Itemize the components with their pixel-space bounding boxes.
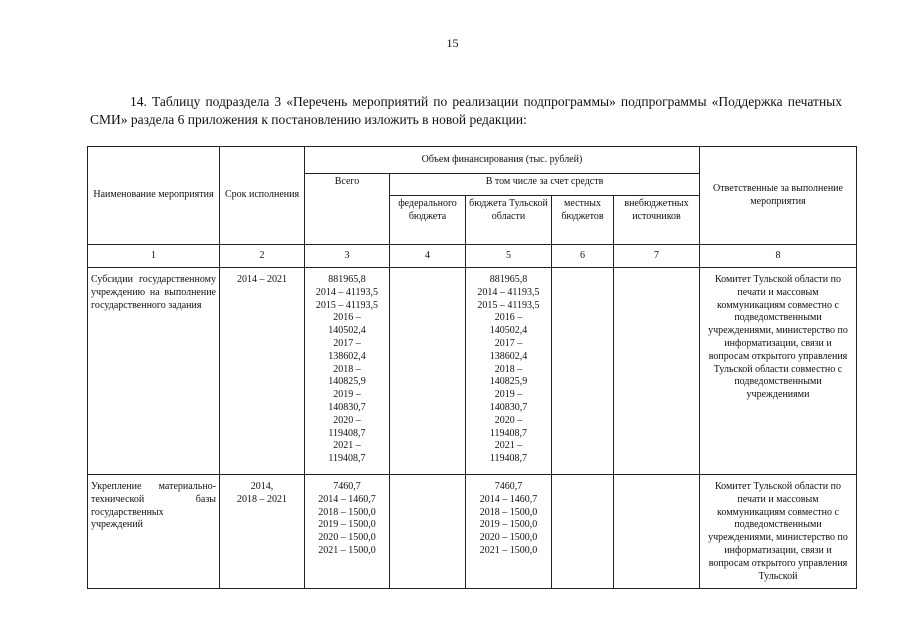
value-line: 2015 – 41193,5 [315, 299, 379, 311]
value-line: 2018 – 1500,0 [479, 506, 538, 518]
column-number: 2 [220, 245, 305, 268]
measures-table [87, 146, 857, 589]
measure-regional [466, 475, 552, 589]
table-row [88, 475, 857, 589]
value-line: 119408,7 [328, 427, 366, 439]
column-number-row [88, 245, 857, 268]
value-line: 2017 – [494, 337, 523, 349]
page-number: 15 [446, 36, 459, 50]
measure-federal [390, 475, 466, 589]
value-line: 2018 – 2021 [237, 493, 287, 505]
value-line: 2018 – [494, 363, 523, 375]
value-line: 2014 – 41193,5 [477, 286, 540, 298]
value-line: 2018 – 1500,0 [318, 506, 376, 518]
value-line: 119408,7 [328, 453, 366, 465]
column-number: 5 [466, 245, 552, 268]
value-line: 2015 – 41193,5 [477, 299, 540, 311]
column-number: 1 [88, 245, 220, 268]
measure-total [305, 475, 390, 589]
value-line: 881965,8 [328, 274, 366, 285]
measure-local [552, 268, 614, 475]
value-line: 2021 – 1500,0 [318, 544, 376, 556]
header-local: местных бюджетов [552, 196, 614, 245]
column-number: 8 [700, 245, 857, 268]
header-name: Наименование мероприятия [88, 147, 220, 245]
value-line: 881965,8 [489, 274, 528, 285]
header-extrabudget: внебюджетных источников [614, 196, 700, 245]
value-line: 138602,4 [328, 350, 366, 362]
measure-name: Укрепление материально-технической базы государственных учреждений [88, 475, 220, 589]
measure-federal [390, 268, 466, 475]
header-federal: федерального бюджета [390, 196, 466, 245]
value-line: 2019 – [494, 389, 523, 401]
measure-term: 2014 – 2021 [220, 268, 305, 475]
value-line: 140825,9 [328, 376, 366, 388]
value-line: 140502,4 [489, 325, 528, 337]
value-line: 2019 – 1500,0 [318, 519, 376, 531]
column-number: 7 [614, 245, 700, 268]
measure-regional [466, 268, 552, 475]
value-line: 2020 – [494, 414, 523, 426]
value-line: 119408,7 [489, 453, 528, 465]
value-line: 138602,4 [489, 350, 528, 362]
header-responsible: Ответственные за выполнение мероприятия [700, 147, 857, 245]
header-financing: Объем финансирования (тыс. рублей) [305, 147, 700, 174]
value-line: 140830,7 [489, 401, 528, 413]
measure-local [552, 475, 614, 589]
header-regional: бюджета Тульской области [466, 196, 552, 245]
value-line: 2021 – 1500,0 [479, 544, 538, 556]
measure-term [220, 475, 305, 589]
value-line: 2016 – [494, 312, 523, 324]
column-number: 4 [390, 245, 466, 268]
measure-extrabudget [614, 268, 700, 475]
value-line: 2019 – 1500,0 [479, 519, 538, 531]
value-line: 2020 – 1500,0 [479, 532, 538, 544]
value-line: 7460,7 [494, 481, 523, 492]
value-line: 2016 – [333, 312, 361, 324]
measure-total [305, 268, 390, 475]
value-line: 140502,4 [328, 325, 366, 337]
value-line: 2018 – [333, 363, 361, 375]
value-line: 7460,7 [333, 481, 361, 492]
column-number: 6 [552, 245, 614, 268]
value-line: 2017 – [333, 337, 361, 349]
value-line: 140825,9 [489, 376, 528, 388]
value-line: 2020 – [333, 414, 361, 426]
column-number: 3 [305, 245, 390, 268]
intro-paragraph: 14. Таблицу подраздела 3 «Перечень мероприятий по реализации подпрограммы» подпрограммы «Поддержка печатных СМИ» раздела 6 приложения к постановлению изложить в новой редакции: [90, 94, 842, 127]
value-line: 2019 – [333, 389, 361, 401]
measure-responsible: Комитет Тульской области по печати и массовым коммуникациям совместно с подведомственными учреждениями, министерство по информатизации, связи и вопросам открытого управления Тульской [700, 475, 857, 589]
header-total: Всего [305, 174, 390, 245]
measure-responsible: Комитет Тульской области по печати и массовым коммуникациям совместно с подведомственными учреждениями, министерство по информатизации, связи и вопросам открытого управления Тульской области совместно с подведомственными учреждениями [700, 268, 857, 475]
measure-name: Субсидии государственному учреждению на выполнение государственного задания [88, 268, 220, 475]
table-row [88, 268, 857, 475]
value-line: 2020 – 1500,0 [318, 532, 376, 544]
value-line: 2014, [250, 481, 274, 492]
value-line: 2021 – [494, 440, 523, 452]
header-including: В том числе за счет средств [390, 174, 700, 196]
value-line: 2021 – [333, 440, 361, 452]
value-line: 2014 – 41193,5 [315, 286, 379, 298]
value-line: 2014 – 1460,7 [318, 493, 376, 505]
measure-extrabudget [614, 475, 700, 589]
value-line: 140830,7 [328, 401, 366, 413]
value-line: 119408,7 [489, 427, 528, 439]
value-line: 2014 – 1460,7 [479, 493, 538, 505]
header-term: Срок исполнения [220, 147, 305, 245]
